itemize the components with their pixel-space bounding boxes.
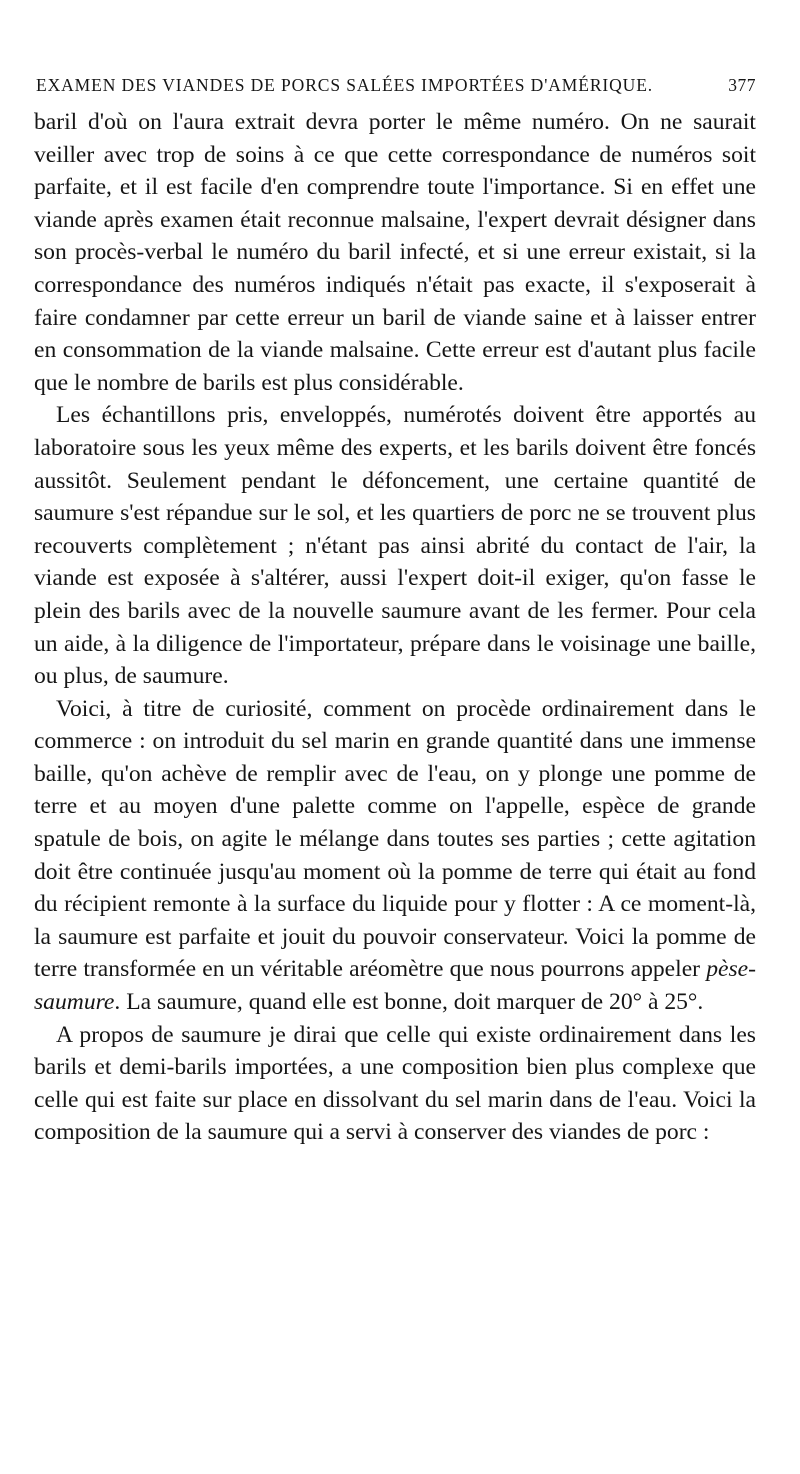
book-page xyxy=(34,74,756,1149)
paragraph-3 xyxy=(34,693,756,1019)
paragraph-3-ending: . La saumure, quand elle est bonne, doit marquer de 20° à 25°. xyxy=(114,989,704,1016)
body-text xyxy=(34,106,756,1149)
running-header xyxy=(34,74,756,96)
paragraph-2: Les échantillons pris, enveloppés, numérotés doivent être apportés au laboratoire sous les yeux même des experts, et les barils doivent être foncés aussitôt. Seulement pendant le défoncement, une certaine quantité de saumure s'est répandue sur le sol, et les quartiers de porc ne se trouvent plus recouverts complètement ; n'étant pas ainsi abrité du contact de l'air, la viande est exposée à s'altérer, aussi l'expert doit-il exiger, qu'on fasse le plein des barils avec de la nouvelle saumure avant de les fermer. Pour cela un aide, à la diligence de l'importateur, prépare dans le voisinage une baille, ou plus, de saumure. xyxy=(34,402,756,690)
paragraph-4: A propos de saumure je dirai que celle qui existe ordinairement dans les barils et demi-barils importées, a une composition bien plus complexe que celle qui est faite sur place en dissolvant du sel marin dans de l'eau. Voici la composition de la saumure qui a servi à conserver des viandes de porc : xyxy=(34,1021,756,1146)
paragraph-1: baril d'où on l'aura extrait devra porter le même numéro. On ne saurait veiller avec trop de soins à ce que cette correspondance de numéros soit parfaite, et il est facile d'en comprendre toute l'importance. Si en effet une viande après examen était reconnue malsaine, l'expert devrait désigner dans son procès-verbal le numéro du baril infecté, et si une erreur existait, si la correspondance des numéros indiqués n'était pas exacte, il s'exposerait à faire condamner par cette erreur un baril de viande saine et à laisser entrer en consommation de la viande malsaine. Cette erreur est d'autant plus facile que le nombre de barils est plus considérable. xyxy=(34,109,756,396)
page-number: 377 xyxy=(728,75,756,95)
running-title: EXAMEN DES VIANDES DE PORCS SALÉES IMPORTÉES D'AMÉRIQUE. xyxy=(36,75,654,95)
paragraph-3-text: Voici, à titre de curiosité, comment on procède ordinairement dans le commerce : on introduit du sel marin en grande quantité dans une immense baille, qu'on achève de remplir avec de l'eau, on y plonge une pomme de terre et au moyen d'une palette comme on l'appelle, espèce de grande spatule de bois, on agite le mélange dans toutes ses parties ; cette agitation doit être continuée jusqu'au moment où la pomme de terre qui était au fond du récipient remonte à la surface du liquide pour y flotter : A ce moment-là, la saumure est parfaite et jouit du pouvoir conservateur. Voici la pomme de terre transformée en un véritable aréomètre que nous pourrons appeler xyxy=(34,695,756,983)
italic-term: pèse-saumure xyxy=(34,956,756,1016)
